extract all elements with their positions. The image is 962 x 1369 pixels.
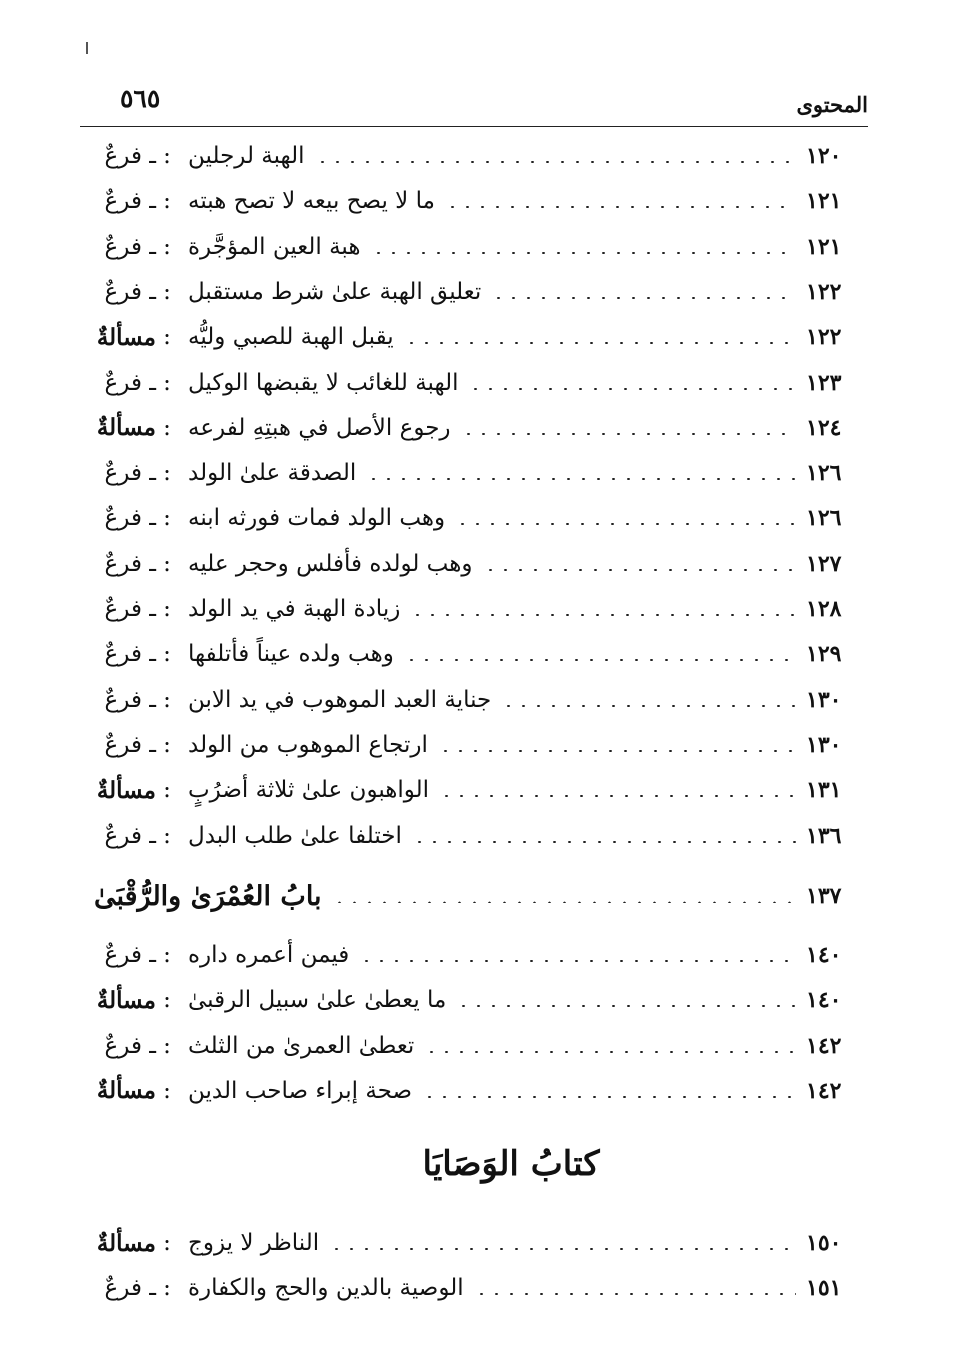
entry-label: ـ فرعٌ	[104, 731, 156, 758]
toc-entry	[84, 365, 862, 401]
toc-entry	[84, 727, 862, 763]
section-heading	[84, 876, 862, 916]
entry-label: ـ فرعٌ	[104, 686, 156, 713]
entry-page-number: ١٢٩	[806, 641, 842, 668]
entry-label: ـ فرعٌ	[104, 278, 156, 305]
leader-dots	[410, 614, 796, 616]
entry-title: وهب لولده فأفلس وحجر عليه	[188, 550, 473, 577]
page-header	[80, 78, 868, 127]
entry-label: ـ فرعٌ	[104, 369, 156, 396]
leader-dots	[461, 433, 796, 435]
toc-entry	[84, 546, 862, 582]
leader-dots	[422, 1096, 796, 1098]
entry-page-number: ١٣٠	[806, 686, 842, 713]
entry-label: ـ فرعٌ	[104, 641, 156, 668]
entry-separator: :	[163, 278, 171, 305]
entry-label: مسألةٌ	[96, 323, 156, 351]
toc-entry	[84, 682, 862, 718]
entry-page-number: ١٢٧	[806, 550, 842, 577]
toc-entry	[84, 274, 862, 310]
toc-entry	[84, 183, 862, 219]
leader-dots	[456, 1005, 796, 1007]
entry-title: وهب الولد فمات فورثه ابنه	[188, 505, 446, 532]
leader-dots	[315, 161, 796, 163]
entry-label: مسألةٌ	[96, 986, 156, 1014]
entry-separator: :	[163, 188, 171, 215]
section-title: بابُ العُمْرَىٰ والرُّقْبَىٰ	[94, 880, 322, 912]
toc-entry	[84, 636, 862, 672]
toc-entry	[84, 1270, 862, 1306]
leader-dots	[483, 569, 797, 571]
leader-dots	[474, 1293, 796, 1295]
toc-entry	[84, 1073, 862, 1109]
entry-separator: :	[163, 731, 171, 758]
leader-dots	[438, 750, 796, 752]
entry-title: وهب ولده عيناً فأتلفها	[188, 641, 394, 668]
toc-entry	[84, 982, 862, 1018]
entry-page-number: ١٢٤	[806, 414, 842, 441]
entry-label: مسألةٌ	[96, 414, 156, 442]
entry-separator: :	[163, 1077, 171, 1104]
entry-page-number: ١٣٠	[806, 731, 842, 758]
entry-separator: :	[163, 777, 171, 804]
entry-separator: :	[163, 1275, 171, 1302]
entry-label: ـ فرعٌ	[104, 143, 156, 169]
entry-separator: :	[163, 596, 171, 622]
entry-title: رجوع الأصل في هبتِهِ لفرعه	[188, 414, 451, 441]
entry-title: الواهبون علىٰ ثلاثة أضرُبٍ	[188, 777, 430, 804]
entry-title: ارتجاع الموهوب من الولد	[188, 731, 428, 758]
header-title: المحتوى	[796, 92, 868, 117]
leader-dots	[359, 960, 796, 962]
toc-entry	[84, 772, 862, 808]
entry-label: ـ فرعٌ	[104, 550, 156, 577]
toc-entry	[84, 229, 862, 265]
entry-page-number: ١٤٢	[806, 1077, 842, 1104]
entry-page-number: ١٢٦	[806, 460, 842, 487]
entry-separator: :	[163, 942, 171, 968]
leader-dots	[366, 478, 796, 480]
entry-separator: :	[163, 460, 171, 487]
entry-page-number: ١٢١	[806, 233, 842, 260]
entry-title: الصدقة علىٰ الولد	[188, 460, 357, 487]
entry-label: مسألةٌ	[96, 1077, 156, 1105]
leader-dots	[332, 901, 796, 903]
toc-entry	[84, 937, 862, 973]
toc-entry	[84, 500, 862, 536]
entry-label: ـ فرعٌ	[104, 188, 156, 215]
leader-dots	[445, 206, 796, 208]
entry-separator: :	[163, 505, 171, 532]
leader-dots	[468, 388, 796, 390]
entry-page-number: ١٤٢	[806, 1032, 842, 1059]
entry-page-number: ١٤٠	[806, 987, 842, 1014]
entry-page-number: ١٣٦	[806, 822, 842, 849]
entry-page-number: ١٣١	[806, 777, 842, 804]
entry-separator: :	[163, 1032, 171, 1059]
leader-dots	[491, 297, 796, 299]
entry-title: ما لا يصح بيعه لا تصح هبته	[188, 188, 435, 215]
leader-dots	[404, 659, 796, 661]
entry-label: ـ فرعٌ	[104, 1032, 156, 1059]
entry-title: الوصية بالدين والحج والكفارة	[188, 1275, 464, 1302]
leader-dots	[404, 342, 796, 344]
leader-dots	[412, 841, 796, 843]
leader-dots	[439, 795, 796, 797]
entry-separator: :	[163, 414, 171, 441]
leader-dots	[424, 1051, 796, 1053]
entry-title: ما يعطىٰ علىٰ سبيل الرقبىٰ	[188, 987, 447, 1014]
entry-separator: :	[163, 143, 171, 169]
entry-separator: :	[163, 686, 171, 713]
entry-separator: :	[163, 822, 171, 849]
entry-page-number: ١٢٨	[806, 596, 842, 622]
entry-separator: :	[163, 641, 171, 668]
entry-page-number: ١٢٠	[806, 143, 842, 169]
toc-entry	[84, 1028, 862, 1064]
entry-separator: :	[163, 233, 171, 260]
entry-page-number: ١٢٢	[806, 278, 842, 305]
scan-mark	[86, 42, 88, 54]
entry-title: جناية العبد الموهوب في يد الابن	[188, 686, 492, 713]
toc-entry	[84, 319, 862, 355]
entry-separator: :	[163, 550, 171, 577]
entry-label: ـ فرعٌ	[104, 460, 156, 487]
entry-separator: :	[163, 369, 171, 396]
entry-label: ـ فرعٌ	[104, 942, 156, 968]
toc-entry	[84, 591, 862, 627]
entry-page-number: ١٢٦	[806, 505, 842, 532]
entry-title: الهبة لرجلين	[188, 143, 305, 169]
entry-separator: :	[163, 324, 171, 351]
leader-dots	[371, 252, 797, 254]
entry-title: فيمن أعمره داره	[188, 942, 350, 968]
entry-title: اختلفا علىٰ طلب البدل	[188, 822, 402, 849]
entry-title: تعليق الهبة علىٰ شرط مستقبل	[188, 278, 482, 305]
toc-entry	[84, 818, 862, 854]
entry-title: زيادة الهبة في يد الولد	[188, 596, 401, 622]
entry-label: ـ فرعٌ	[104, 822, 156, 849]
section-page-number: ١٣٧	[806, 883, 842, 909]
entry-page-number: ١٢٢	[806, 324, 842, 351]
leader-dots	[501, 705, 796, 707]
leader-dots	[329, 1248, 796, 1250]
entry-page-number: ١٥٠	[806, 1230, 842, 1256]
header-page-number: ٥٦٥	[120, 84, 161, 113]
entry-title: صحة إبراء صاحب الدين	[188, 1077, 413, 1104]
entry-separator: :	[163, 1230, 171, 1256]
entry-label: ـ فرعٌ	[104, 505, 156, 532]
entry-title: الناظر لا يزوج	[188, 1230, 320, 1256]
book-title-text: كتابُ الوَصَايَا	[422, 1144, 600, 1184]
entry-title: تعطىٰ العمرىٰ من الثلث	[188, 1032, 415, 1059]
toc-entry	[84, 138, 862, 174]
toc-entry	[84, 455, 862, 491]
entry-label: مسألةٌ	[96, 776, 156, 804]
entry-page-number: ١٢٣	[806, 369, 842, 396]
entry-separator: :	[163, 987, 171, 1014]
entry-label: ـ فرعٌ	[104, 596, 156, 622]
toc-entry	[84, 1225, 862, 1261]
entry-title: هبة العين المؤجَّرة	[188, 233, 361, 260]
entry-label: مسألةٌ	[96, 1229, 156, 1257]
leader-dots	[455, 523, 796, 525]
entry-title: يقبل الهبة للصبي وليُّه	[188, 324, 394, 351]
book-title	[0, 1144, 962, 1184]
entry-title: الهبة للغائب لا يقبضها الوكيل	[188, 369, 459, 396]
entry-page-number: ١٢١	[806, 188, 842, 215]
entry-page-number: ١٥١	[806, 1275, 842, 1302]
toc-entry	[84, 410, 862, 446]
entry-label: ـ فرعٌ	[104, 233, 156, 260]
entry-label: ـ فرعٌ	[104, 1275, 156, 1302]
entry-page-number: ١٤٠	[806, 942, 842, 968]
